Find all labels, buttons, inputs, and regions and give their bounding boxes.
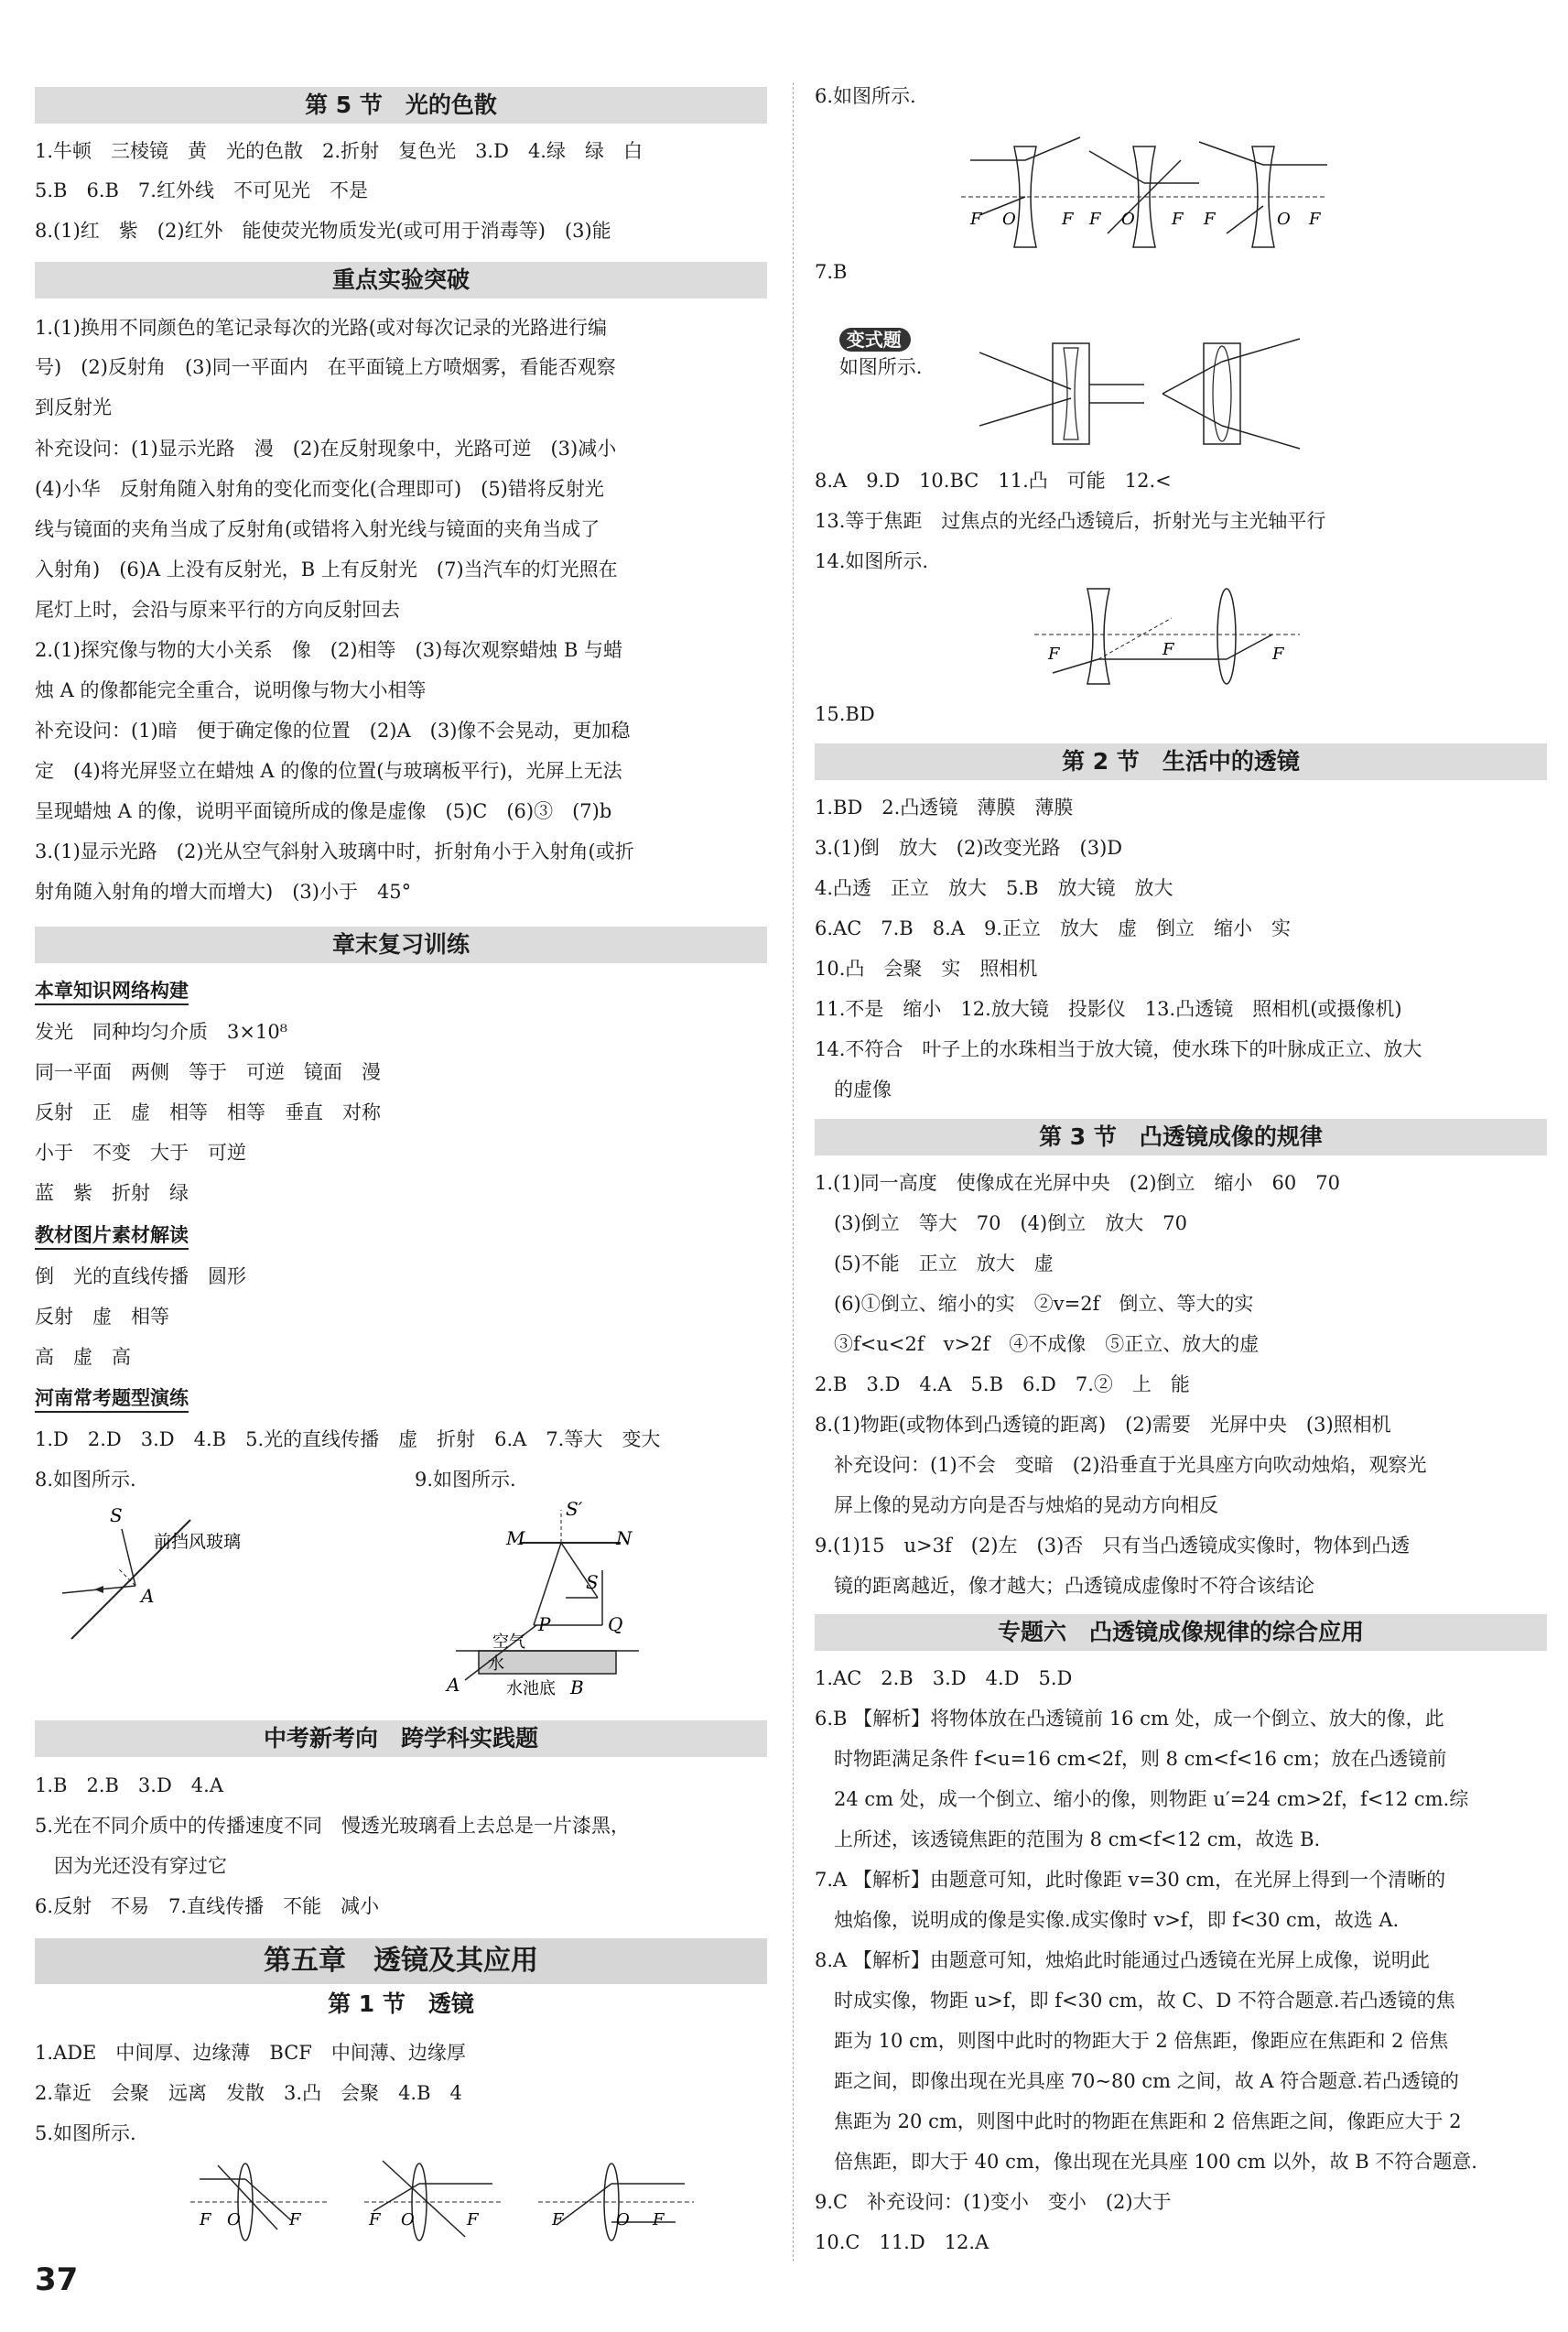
- page-number: 37: [35, 2261, 79, 2298]
- focus-label: F: [653, 2210, 665, 2229]
- concave-lens-ray-figure: [961, 133, 1327, 252]
- text-line: 9.C 补充设问：(1)变小 变小 (2)大于: [815, 2191, 1172, 2213]
- variant-question-line: [815, 298, 922, 408]
- text-line: 2.靠近 会聚 远离 发散 3.凸 会聚 4.B 4: [35, 2082, 462, 2104]
- text-line: (5)不能 正立 放大 虚: [815, 1253, 1054, 1274]
- text-line: 6.如图所示.: [815, 85, 916, 107]
- text-line: 1.牛顿 三棱镜 黄 光的色散 2.折射 复色光 3.D 4.绿 绿 白: [35, 140, 643, 162]
- text-line: 补充设问：(1)不会 变暗 (2)沿垂直于光具座方向吹动烛焰，观察光: [815, 1454, 1427, 1476]
- text-line: 烛焰像，说明成的像是实像.成实像时 v>f，即 f<30 cm，故选 A.: [815, 1909, 1400, 1931]
- text-line: 6.反射 不易 7.直线传播 不能 减小: [35, 1895, 380, 1917]
- focus-label: F: [289, 2210, 301, 2229]
- text-line: 镜的距离越近，像才越大；凸透镜成虚像时不符合该结论: [815, 1575, 1314, 1597]
- text-line: 小于 不变 大于 可逆: [35, 1142, 246, 1164]
- text-line: 11.不是 缩小 12.放大镜 投影仪 13.凸透镜 照相机(或摄像机): [815, 998, 1402, 1020]
- text-line: 1.ADE 中间厚、边缘薄 BCF 中间薄、边缘厚: [35, 2042, 466, 2064]
- text-line: 射角随入射角的增大而增大) (3)小于 45°: [35, 881, 412, 903]
- text-line: 因为光还没有穿过它: [35, 1855, 227, 1877]
- text-line: (6)①倒立、缩小的实 ②v=2f 倒立、等大的实: [815, 1293, 1254, 1315]
- center-label: O: [227, 2210, 241, 2229]
- text-line: 5.如图所示.: [35, 2122, 136, 2144]
- column-divider: [793, 82, 794, 2261]
- text-line: 距之间，即像出现在光具座 70~80 cm 之间，故 A 符合题意.若凸透镜的: [815, 2070, 1459, 2092]
- focus-label: F: [1062, 210, 1074, 229]
- text-line: 8.A 9.D 10.BC 11.凸 可能 12.<: [815, 470, 1172, 492]
- pool-bottom-label: 水池底: [506, 1679, 556, 1698]
- text-line: ③f<u<2f v>2f ④不成像 ⑤正立、放大的虚: [815, 1333, 1260, 1355]
- text-line: (4)小华 反射角随入射角的变化而变化(合理即可) (5)错将反射光: [35, 478, 604, 500]
- lens-pair-ray-figure: [1034, 581, 1300, 691]
- text-line: 蓝 紫 折射 绿: [35, 1182, 189, 1204]
- text-line: 反射 正 虚 相等 相等 垂直 对称: [35, 1101, 381, 1123]
- text-line: 倍焦距，即大于 40 cm，像出现在光具座 100 cm 以外，故 B 不符合题意.: [815, 2151, 1477, 2173]
- text-line: 距为 10 cm，则图中此时的物距大于 2 倍焦距，像距应在焦距和 2 倍焦: [815, 2030, 1449, 2052]
- text-line: 3.(1)倒 放大 (2)改变光路 (3)D: [815, 837, 1123, 859]
- section-title-experiment: 重点实验突破: [35, 262, 767, 298]
- chapter-title: 第五章 透镜及其应用: [35, 1938, 767, 1984]
- point-q-label: Q: [608, 1613, 623, 1635]
- point-n-label: N: [616, 1527, 633, 1549]
- section-title-review: 章末复习训练: [35, 927, 767, 963]
- focus-label: F: [1089, 210, 1101, 229]
- text-line: 10.凸 会聚 实 照相机: [815, 958, 1038, 980]
- text-line: 号) (2)反射角 (3)同一平面内 在平面镜上方喷烟雾，看能否观察: [35, 356, 616, 378]
- text-line: 时物距满足条件 f<u=16 cm<2f，则 8 cm<f<16 cm；放在凸透镜前: [815, 1748, 1447, 1770]
- text-line: 1.AC 2.B 3.D 4.D 5.D: [815, 1667, 1073, 1689]
- focus-label: F: [970, 210, 982, 229]
- point-a-label: A: [141, 1585, 155, 1607]
- center-label: O: [401, 2210, 415, 2229]
- subheading-textbook: 教材图片素材解读: [35, 1222, 189, 1250]
- text-line: 5.光在不同介质中的传播速度不同 慢透光玻璃看上去总是一片漆黑，: [35, 1815, 631, 1837]
- center-label: O: [1121, 210, 1135, 229]
- text-line: 1.(1)换用不同颜色的笔记录每次的光路(或对每次记录的光路进行编: [35, 317, 607, 339]
- text-line: 1.(1)同一高度 使像成在光屏中央 (2)倒立 缩小 60 70: [815, 1172, 1340, 1194]
- point-p-label: P: [538, 1613, 551, 1635]
- center-label: O: [1002, 210, 1016, 229]
- text-line: 13.等于焦距 过焦点的光经凸透镜后，折射光与主光轴平行: [815, 510, 1326, 532]
- focus-label: F: [369, 2210, 381, 2229]
- windshield-reflection-figure: [53, 1502, 346, 1657]
- text-line: 6.AC 7.B 8.A 9.正立 放大 虚 倒立 缩小 实: [815, 917, 1291, 939]
- text-line: 15.BD: [815, 703, 875, 725]
- point-s-label: S: [110, 1504, 123, 1526]
- convex-lens-ray-figure: [190, 2156, 703, 2243]
- text-line: 高 虚 高: [35, 1346, 131, 1368]
- point-m-label: M: [506, 1527, 525, 1549]
- text-line: 补充设问：(1)暗 便于确定像的位置 (2)A (3)像不会晃动，更加稳: [35, 720, 631, 742]
- center-label: O: [616, 2210, 630, 2229]
- text-line: 1.D 2.D 3.D 4.B 5.光的直线传播 虚 折射 6.A 7.等大 变大: [35, 1428, 661, 1450]
- text-line: 14.如图所示.: [815, 550, 929, 572]
- text-line: 8.A 【解析】由题意可知，烛焰此时能通过凸透镜在光屏上成像，说明此: [815, 1949, 1430, 1971]
- section-title-3: 第 3 节 凸透镜成像的规律: [815, 1119, 1547, 1155]
- text-line: 8.(1)物距(或物体到凸透镜的距离) (2)需要 光屏中央 (3)照相机: [815, 1414, 1391, 1436]
- text-line: 入射角) (6)A 上没有反射光，B 上有反射光 (7)当汽车的灯光照在: [35, 559, 618, 580]
- focus-label: F: [1272, 645, 1284, 664]
- text-line: 9.(1)15 u>3f (2)左 (3)否 只有当凸透镜成实像时，物体到凸透: [815, 1535, 1411, 1556]
- text-line: 7.A 【解析】由题意可知，此时像距 v=30 cm，在光屏上得到一个清晰的: [815, 1869, 1446, 1891]
- focus-label: F: [200, 2210, 211, 2229]
- focus-label: F: [1309, 210, 1321, 229]
- text-line: 发光 同种均匀介质 3×10⁸: [35, 1021, 288, 1043]
- variant-badge: 变式题: [839, 328, 911, 352]
- text-line: 2.B 3.D 4.A 5.B 6.D 7.② 上 能: [815, 1373, 1190, 1395]
- text-line: 1.B 2.B 3.D 4.A: [35, 1774, 224, 1796]
- section-title-topic6: 专题六 凸透镜成像规律的综合应用: [815, 1614, 1547, 1651]
- windshield-label: 前挡风玻璃: [154, 1532, 242, 1552]
- text-line: 3.(1)显示光路 (2)光从空气斜射入玻璃中时，折射角小于入射角(或折: [35, 841, 634, 862]
- text-line: 1.BD 2.凸透镜 薄膜 薄膜: [815, 797, 1074, 819]
- text-line: 7.B: [815, 261, 848, 283]
- point-a-label: A: [447, 1674, 460, 1696]
- text-line: 14.不符合 叶子上的水珠相当于放大镜，使水珠下的叶脉成正立、放大: [815, 1038, 1422, 1060]
- focus-label: F: [1162, 640, 1174, 659]
- point-b-label: B: [570, 1676, 584, 1698]
- text-line: 补充设问：(1)显示光路 漫 (2)在反射现象中，光路可逆 (3)减小: [35, 438, 617, 460]
- variant-text: 如图所示.: [838, 356, 923, 378]
- text-line: (3)倒立 等大 70 (4)倒立 放大 70: [815, 1212, 1187, 1234]
- text-line: 到反射光: [35, 396, 112, 418]
- text-line: 6.B 【解析】将物体放在凸透镜前 16 cm 处，成一个倒立、放大的像，此: [815, 1708, 1444, 1730]
- text-line: 上所述，该透镜焦距的范围为 8 cm<f<12 cm，故选 B.: [815, 1828, 1321, 1850]
- text-line: 5.B 6.B 7.红外线 不可见光 不是: [35, 179, 368, 201]
- lens-box-ray-figure: [979, 334, 1309, 453]
- water-label: 水: [488, 1654, 504, 1674]
- section-title-1: 第 1 节 透镜: [328, 1990, 474, 2017]
- text-line: 焦距为 20 cm，则图中此时的物距在焦距和 2 倍焦距之间，像距应大于 2: [815, 2110, 1462, 2132]
- text-line: 的虚像: [815, 1079, 892, 1101]
- subheading-henan: 河南常考题型演练: [35, 1385, 189, 1413]
- point-s-prime-label: S′: [566, 1498, 583, 1520]
- text-line: 8.(1)红 紫 (2)红外 能使荧光物质发光(或可用于消毒等) (3)能: [35, 220, 611, 242]
- text-line: 4.凸透 正立 放大 5.B 放大镜 放大: [815, 877, 1173, 899]
- focus-label: F: [552, 2210, 564, 2229]
- focus-label: F: [1204, 210, 1216, 229]
- section-title-2: 第 2 节 生活中的透镜: [815, 743, 1547, 780]
- text-line: 9.如图所示.: [415, 1469, 516, 1491]
- center-label: O: [1277, 210, 1291, 229]
- text-line: 烛 A 的像都能完全重合，说明像与物大小相等: [35, 679, 427, 701]
- text-line: 2.(1)探究像与物的大小关系 像 (2)相等 (3)每次观察蜡烛 B 与蜡: [35, 639, 623, 661]
- text-line: 呈现蜡烛 A 的像，说明平面镜所成的像是虚像 (5)C (6)③ (7)b: [35, 800, 612, 822]
- focus-label: F: [1048, 645, 1060, 664]
- text-line: 反射 虚 相等: [35, 1306, 169, 1328]
- text-line: 倒 光的直线传播 圆形: [35, 1265, 246, 1287]
- point-s-label: S: [586, 1571, 599, 1593]
- text-line: 屏上像的晃动方向是否与烛焰的晃动方向相反: [815, 1494, 1218, 1516]
- focus-label: F: [467, 2210, 479, 2229]
- text-line: 10.C 11.D 12.A: [815, 2231, 989, 2253]
- section-title-zhongkao: 中考新考向 跨学科实践题: [35, 1720, 767, 1757]
- text-line: 时成实像，物距 u>f，即 f<30 cm，故 C、D 不符合题意.若凸透镜的焦: [815, 1990, 1455, 2012]
- air-label: 空气: [492, 1632, 525, 1652]
- text-line: 同一平面 两侧 等于 可逆 镜面 漫: [35, 1061, 381, 1083]
- water-pool-reflection-figure: [428, 1497, 767, 1708]
- text-line: 定 (4)将光屏竖立在蜡烛 A 的像的位置(与玻璃板平行)，光屏上无法: [35, 760, 622, 782]
- subheading-knowledge: 本章知识网络构建: [35, 978, 189, 1005]
- text-line: 线与镜面的夹角当成了反射角(或错将入射光线与镜面的夹角当成了: [35, 518, 600, 540]
- section-title-5: 第 5 节 光的色散: [35, 87, 767, 124]
- text-line: 24 cm 处，成一个倒立、缩小的像，则物距 u′=24 cm>2f，f<12 cm.综: [815, 1788, 1469, 1810]
- text-line: 8.如图所示.: [35, 1469, 136, 1491]
- text-line: 尾灯上时，会沿与原来平行的方向反射回去: [35, 599, 400, 621]
- focus-label: F: [1172, 210, 1184, 229]
